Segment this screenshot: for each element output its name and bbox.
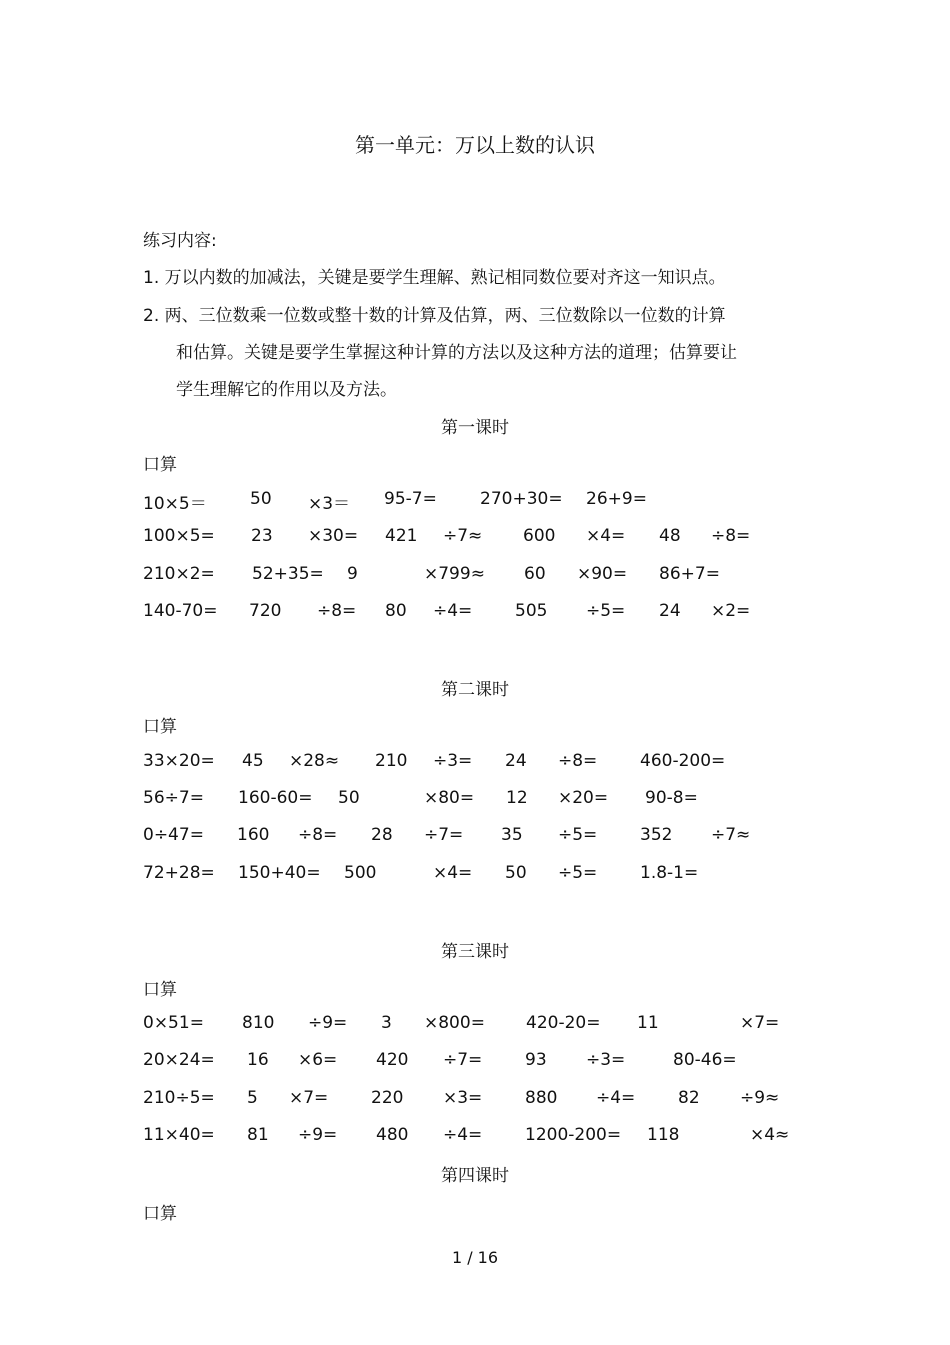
calc-cell: 421 bbox=[385, 526, 418, 546]
lesson-2-heading: 第二课时 bbox=[441, 680, 509, 700]
calc-cell: 93 bbox=[525, 1050, 547, 1070]
calc-cell: ×799≈ bbox=[424, 564, 485, 584]
calc-cell: 80 bbox=[385, 601, 407, 621]
calc-cell: 100×5= bbox=[143, 526, 215, 546]
calc-cell: 210 bbox=[375, 751, 408, 771]
calc-cell: 1.8-1= bbox=[640, 863, 699, 883]
calc-cell: 50 bbox=[338, 788, 360, 808]
calc-cell: ÷9= bbox=[298, 1125, 338, 1145]
calc-cell: 95-7= bbox=[384, 489, 437, 509]
calc-cell: 10×5＝ bbox=[143, 494, 207, 514]
calc-cell: 220 bbox=[371, 1088, 404, 1108]
calc-cell: 210÷5= bbox=[143, 1088, 215, 1108]
calc-cell: ÷7≈ bbox=[711, 825, 751, 845]
calc-cell: ×4= bbox=[433, 863, 473, 883]
intro-item-2-line-2: 和估算。关键是要学生掌握这种计算的方法以及这种方法的道理；估算要让 bbox=[176, 343, 737, 363]
calc-cell: 352 bbox=[640, 825, 673, 845]
calc-cell: 81 bbox=[247, 1125, 269, 1145]
calc-cell: 118 bbox=[647, 1125, 680, 1145]
calc-cell: ×6= bbox=[298, 1050, 338, 1070]
calc-cell: 140-70= bbox=[143, 601, 218, 621]
calc-cell: ÷8= bbox=[298, 825, 338, 845]
calc-cell: 23 bbox=[251, 526, 273, 546]
calc-cell: 0×51= bbox=[143, 1013, 204, 1033]
calc-cell: 56÷7= bbox=[143, 788, 204, 808]
calc-cell: 20×24= bbox=[143, 1050, 215, 1070]
calc-cell: ÷3= bbox=[433, 751, 473, 771]
calc-cell: ÷5= bbox=[558, 825, 598, 845]
calc-cell: 52+35= bbox=[252, 564, 324, 584]
calc-cell: 90-8= bbox=[645, 788, 698, 808]
calc-cell: ÷7= bbox=[443, 1050, 483, 1070]
intro-item-2-line-3: 学生理解它的作用以及方法。 bbox=[176, 380, 397, 400]
lesson-2-label: 口算 bbox=[143, 717, 177, 737]
calc-cell: ÷5= bbox=[586, 601, 626, 621]
calc-cell: ÷4= bbox=[433, 601, 473, 621]
calc-cell: 11×40= bbox=[143, 1125, 215, 1145]
calc-cell: 5 bbox=[247, 1088, 258, 1108]
calc-cell: ×4≈ bbox=[750, 1125, 790, 1145]
calc-cell: 50 bbox=[505, 863, 527, 883]
calc-cell: 35 bbox=[501, 825, 523, 845]
calc-cell: ×3＝ bbox=[308, 494, 351, 514]
intro-item-2-line-1: 2. 两、三位数乘一位数或整十数的计算及估算，两、三位数除以一位数的计算 bbox=[143, 306, 726, 326]
calc-cell: 720 bbox=[249, 601, 282, 621]
calc-cell: 505 bbox=[515, 601, 548, 621]
calc-cell: 210×2= bbox=[143, 564, 215, 584]
calc-cell: 150+40= bbox=[238, 863, 321, 883]
calc-cell: 50 bbox=[250, 489, 272, 509]
calc-cell: ×7= bbox=[289, 1088, 329, 1108]
calc-cell: ×80= bbox=[424, 788, 475, 808]
calc-cell: ÷8= bbox=[558, 751, 598, 771]
lesson-1-label: 口算 bbox=[143, 455, 177, 475]
calc-cell: 0÷47= bbox=[143, 825, 204, 845]
page-title: 第一单元：万以上数的认识 bbox=[355, 133, 595, 157]
calc-cell: ×3= bbox=[443, 1088, 483, 1108]
calc-cell: 60 bbox=[524, 564, 546, 584]
calc-cell: ÷5= bbox=[558, 863, 598, 883]
calc-cell: 16 bbox=[247, 1050, 269, 1070]
calc-cell: 12 bbox=[506, 788, 528, 808]
calc-cell: 48 bbox=[659, 526, 681, 546]
calc-cell: 880 bbox=[525, 1088, 558, 1108]
calc-cell: 160-60= bbox=[238, 788, 313, 808]
calc-cell: 420 bbox=[376, 1050, 409, 1070]
calc-cell: ÷7= bbox=[424, 825, 464, 845]
lesson-3-label: 口算 bbox=[143, 980, 177, 1000]
calc-cell: ÷9= bbox=[308, 1013, 348, 1033]
calc-cell: 72+28= bbox=[143, 863, 215, 883]
calc-cell: 33×20= bbox=[143, 751, 215, 771]
calc-cell: 270+30= bbox=[480, 489, 563, 509]
lesson-4-label: 口算 bbox=[143, 1204, 177, 1224]
calc-cell: 3 bbox=[381, 1013, 392, 1033]
calc-cell: ×2= bbox=[711, 601, 751, 621]
calc-cell: 480 bbox=[376, 1125, 409, 1145]
calc-cell: ×30= bbox=[308, 526, 359, 546]
calc-cell: 420-20= bbox=[526, 1013, 601, 1033]
calc-cell: ×4= bbox=[586, 526, 626, 546]
calc-cell: ÷4= bbox=[596, 1088, 636, 1108]
lesson-1-heading: 第一课时 bbox=[441, 418, 509, 438]
lesson-3-heading: 第三课时 bbox=[441, 942, 509, 962]
calc-cell: ÷4= bbox=[443, 1125, 483, 1145]
calc-cell: ÷7≈ bbox=[443, 526, 483, 546]
calc-cell: 45 bbox=[242, 751, 264, 771]
calc-cell: 24 bbox=[659, 601, 681, 621]
calc-cell: ÷9≈ bbox=[740, 1088, 780, 1108]
intro-label: 练习内容: bbox=[143, 231, 217, 251]
calc-cell: 26+9= bbox=[586, 489, 647, 509]
calc-cell: 500 bbox=[344, 863, 377, 883]
calc-cell: ÷8= bbox=[317, 601, 357, 621]
lesson-4-heading: 第四课时 bbox=[441, 1166, 509, 1186]
calc-cell: 86+7= bbox=[659, 564, 720, 584]
calc-cell: ×28≈ bbox=[289, 751, 340, 771]
calc-cell: ÷8= bbox=[711, 526, 751, 546]
calc-cell: 82 bbox=[678, 1088, 700, 1108]
calc-cell: 11 bbox=[637, 1013, 659, 1033]
calc-cell: 80-46= bbox=[673, 1050, 737, 1070]
intro-item-1: 1. 万以内数的加减法，关键是要学生理解、熟记相同数位要对齐这一知识点。 bbox=[143, 268, 726, 288]
calc-cell: 160 bbox=[237, 825, 270, 845]
calc-cell: ×800= bbox=[424, 1013, 485, 1033]
calc-cell: 460-200= bbox=[640, 751, 726, 771]
calc-cell: 810 bbox=[242, 1013, 275, 1033]
calc-cell: 1200-200= bbox=[525, 1125, 622, 1145]
calc-cell: 28 bbox=[371, 825, 393, 845]
calc-cell: ×7= bbox=[740, 1013, 780, 1033]
calc-cell: 600 bbox=[523, 526, 556, 546]
calc-cell: 9 bbox=[347, 564, 358, 584]
page-number: 1 / 16 bbox=[451, 1248, 499, 1267]
calc-cell: ×90= bbox=[577, 564, 628, 584]
calc-cell: ÷3= bbox=[586, 1050, 626, 1070]
calc-cell: ×20= bbox=[558, 788, 609, 808]
calc-cell: 24 bbox=[505, 751, 527, 771]
